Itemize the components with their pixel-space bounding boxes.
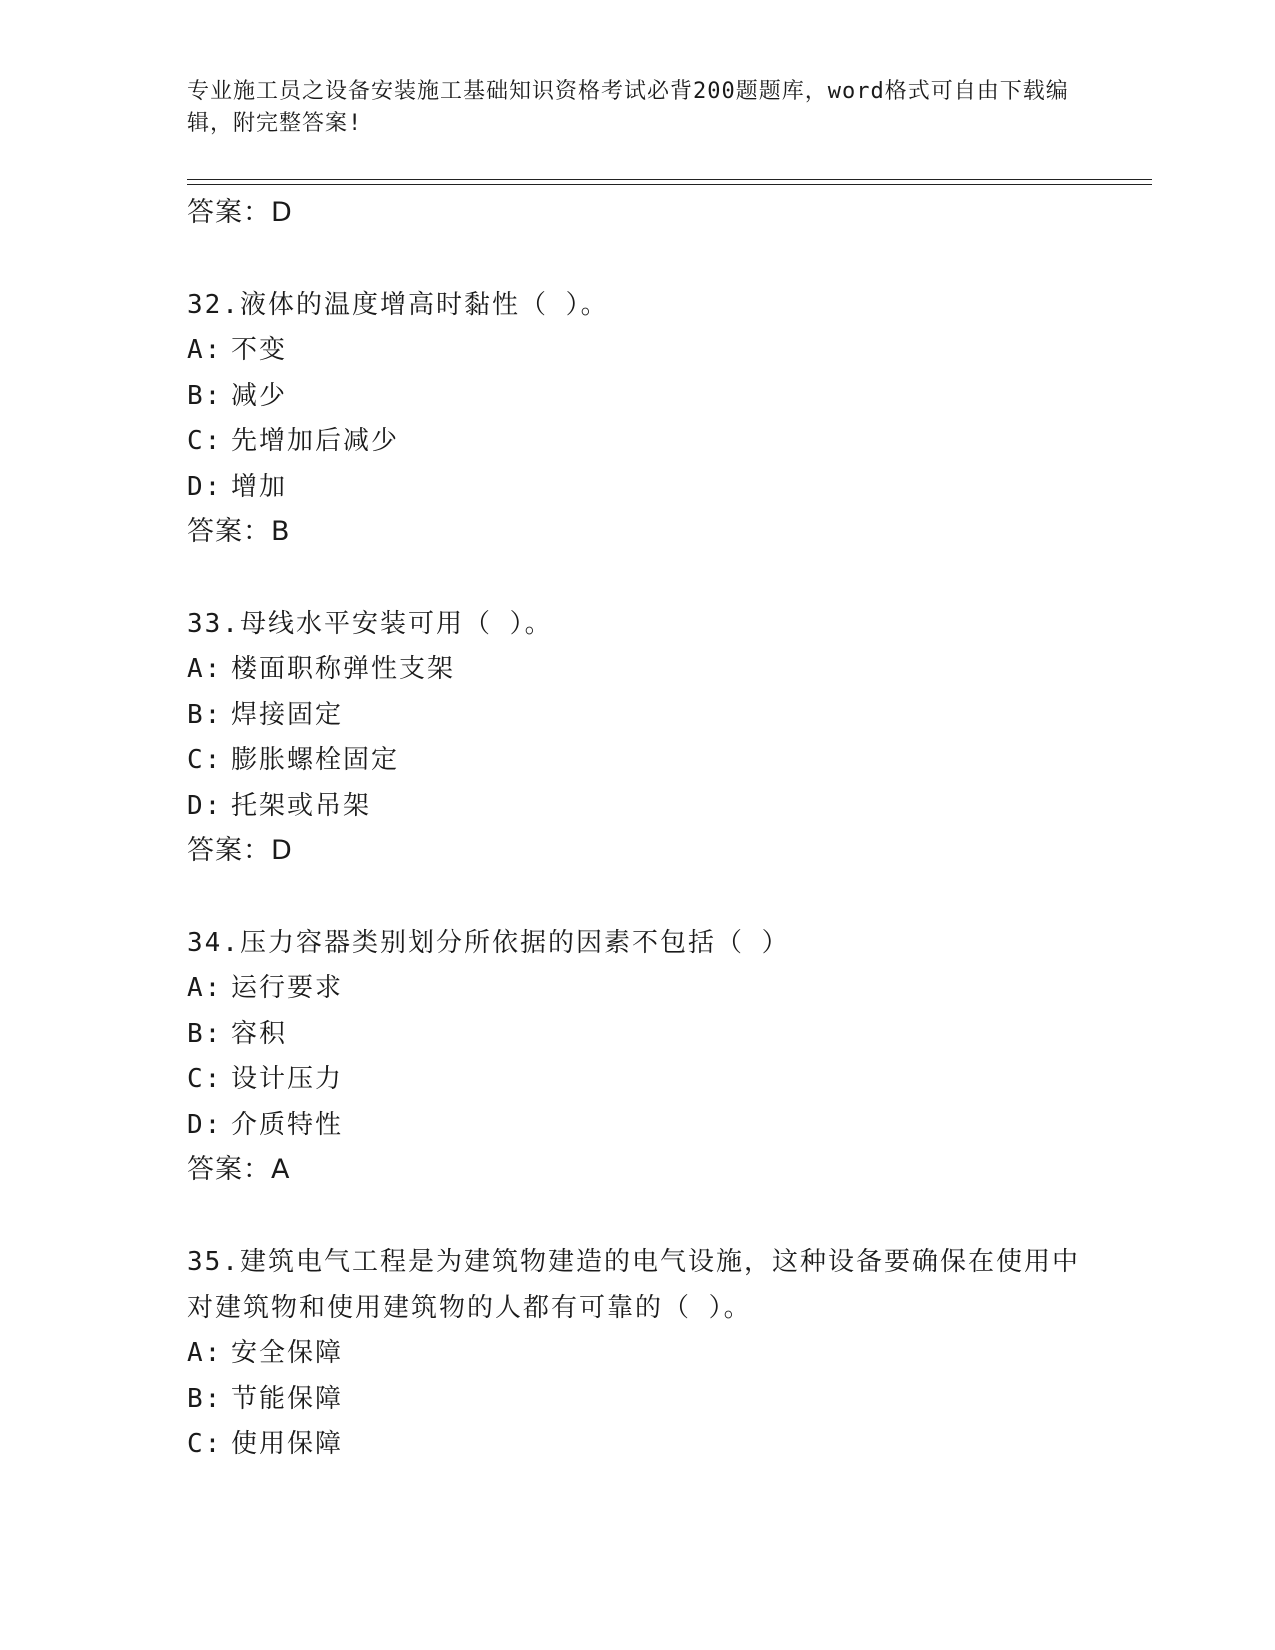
answer-line-32: 答案：B (187, 516, 291, 547)
option-a (187, 328, 1152, 374)
option-letter: B: (187, 1018, 223, 1049)
spacer (187, 235, 1152, 282)
option-text: 不变 (231, 335, 288, 365)
option-a (187, 966, 1152, 1012)
document-body (187, 191, 1152, 1468)
option-text: 楼面职称弹性支架 (231, 654, 456, 684)
option-letter: C: (187, 1064, 223, 1094)
option-text: 使用保障 (231, 1429, 344, 1459)
option-letter: D: (187, 471, 223, 502)
question-34 (187, 920, 1152, 1192)
option-c (187, 419, 1152, 465)
question-text: 32.液体的温度增高时黏性（ ）。 (187, 290, 609, 320)
question-text: 34.压力容器类别划分所依据的因素不包括（ ） (187, 928, 790, 958)
header-divider-bottom (187, 184, 1152, 185)
option-letter: A: (187, 1338, 223, 1368)
option-letter: A: (187, 973, 223, 1003)
option-letter: B: (187, 1383, 223, 1414)
answer-line-34: 答案：A (187, 1154, 291, 1185)
header-divider-top (187, 179, 1152, 180)
option-b (187, 1377, 1152, 1423)
option-c (187, 1057, 1152, 1103)
option-letter: C: (187, 745, 223, 775)
option-text: 膨胀螺栓固定 (231, 745, 400, 775)
option-d (187, 465, 1152, 511)
option-letter: B: (187, 380, 223, 411)
spacer (187, 873, 1152, 920)
question-33 (187, 601, 1152, 873)
option-letter: C: (187, 1429, 223, 1459)
answer-line-33: 答案：D (187, 835, 293, 866)
option-c (187, 1422, 1152, 1468)
option-a (187, 647, 1152, 693)
option-text: 运行要求 (231, 973, 344, 1003)
option-letter: C: (187, 426, 223, 456)
option-text: 减少 (231, 380, 288, 411)
option-d (187, 784, 1152, 830)
document-header: 专业施工员之设备安装施工基础知识资格考试必背200题题库，word格式可自由下载编辑，附完整答案! (187, 79, 1069, 136)
option-letter: A: (187, 335, 223, 365)
option-letter: D: (187, 790, 223, 821)
option-text: 增加 (231, 471, 288, 502)
option-letter: A: (187, 654, 223, 684)
question-text: 35.建筑电气工程是为建筑物建造的电气设施，这种设备要确保在使用中对建筑物和使用建筑物的人都有可靠的（ ）。 (187, 1247, 1080, 1323)
option-text: 焊接固定 (231, 699, 344, 730)
question-35 (187, 1239, 1152, 1468)
option-b (187, 1012, 1152, 1058)
option-text: 托架或吊架 (231, 790, 372, 821)
option-text: 安全保障 (231, 1338, 344, 1368)
option-text: 先增加后减少 (231, 426, 400, 456)
question-32 (187, 282, 1152, 554)
option-letter: B: (187, 699, 223, 730)
option-letter: D: (187, 1109, 223, 1140)
option-a (187, 1331, 1152, 1377)
option-b (187, 693, 1152, 739)
option-text: 容积 (231, 1018, 288, 1049)
option-text: 设计压力 (231, 1064, 344, 1094)
option-d (187, 1103, 1152, 1149)
option-text: 介质特性 (231, 1109, 344, 1140)
spacer (187, 1192, 1152, 1239)
question-text: 33.母线水平安装可用（ ）。 (187, 609, 553, 639)
option-text: 节能保障 (231, 1383, 344, 1414)
option-c (187, 738, 1152, 784)
spacer (187, 554, 1152, 601)
answer-line-31: 答案：D (187, 197, 293, 228)
option-b (187, 374, 1152, 420)
